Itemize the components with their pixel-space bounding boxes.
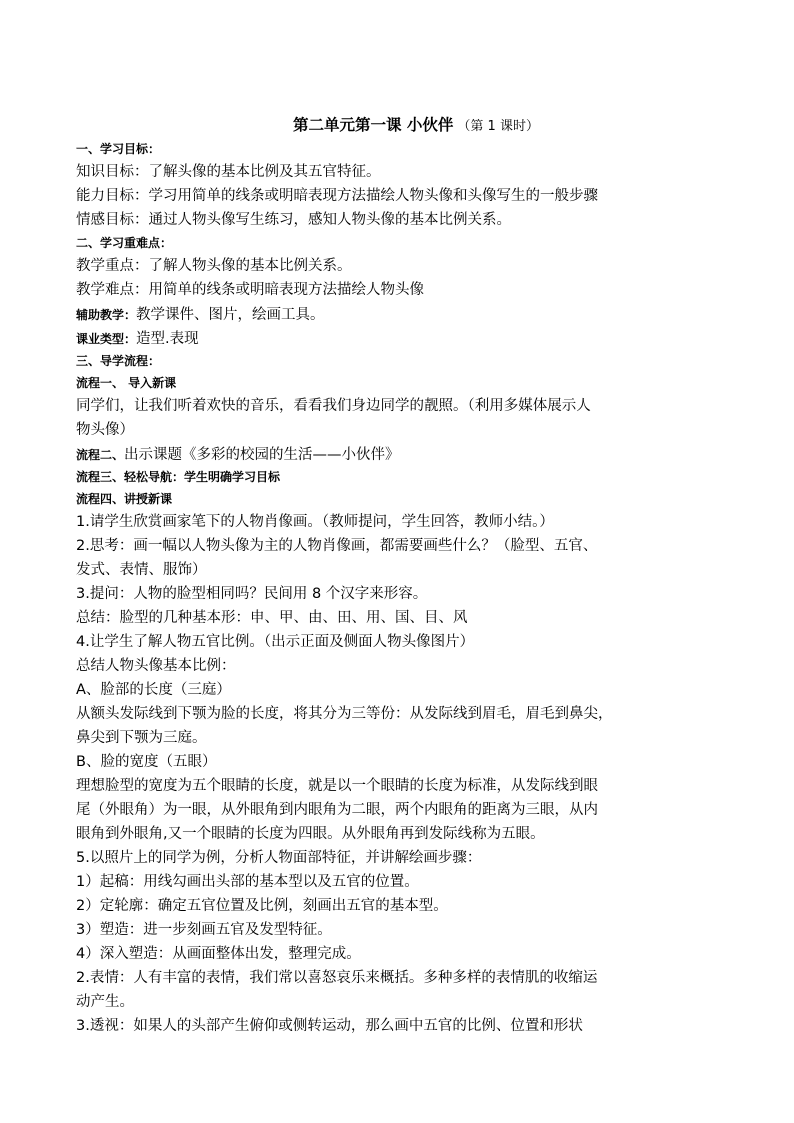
body-line: 1.请学生欣赏画家笔下的人物肖像画。（教师提问，学生回答，教师小结。）: [76, 514, 554, 530]
section-heading: 流程三、轻松导航：学生明确学习目标: [76, 470, 281, 484]
line-label: 课业类型：: [76, 332, 137, 346]
document-title: [96, 112, 736, 138]
body-line: 2.思考：画一幅以人物头像为主的人物肖像画，都需要画些什么？（脸型、五官、: [76, 538, 598, 554]
line-value: 造型.表现: [136, 331, 199, 347]
body-line: 总结：脸型的几种基本形：申、甲、由、田、用、国、目、风: [76, 610, 468, 626]
line-label: 流程二、: [76, 448, 125, 462]
section-heading: 三、导学流程：: [76, 354, 161, 368]
line-label: 辅助教学：: [76, 308, 137, 322]
body-line: 5.以照片上的同学为例，分析人物面部特征，并讲解绘画步骤：: [76, 850, 482, 866]
body-line: 动产生。: [76, 994, 134, 1010]
body-line: 3.透视：如果人的头部产生俯仰或侧转运动，那么画中五官的比例、位置和形状: [76, 1018, 583, 1034]
body-line: 教学重点：了解人物头像的基本比例关系。: [76, 258, 352, 274]
body-line: 情感目标：通过人物头像写生练习，感知人物头像的基本比例关系。: [76, 212, 511, 228]
body-line: 2.表情：人有丰富的表情，我们常以喜怒哀乐来概括。多种多样的表情肌的收缩运: [76, 970, 598, 986]
document-body: [76, 138, 736, 1038]
body-line: 鼻尖到下颚为三庭。: [76, 730, 207, 746]
body-line: 3.提问：人物的脸型相同吗？民间用 8 个汉字来形容。: [76, 586, 428, 602]
body-line: 4.让学生了解人物五官比例。（出示正面及侧面人物头像图片）: [76, 634, 475, 650]
line-value: 出示课题《多彩的校园的生活——小伙伴》: [124, 447, 400, 463]
body-line: 3）塑造：进一步刻画五官及发型特征。: [76, 922, 332, 938]
line-value: 教学课件、图片，绘画工具。: [136, 307, 325, 323]
labeled-line: [76, 302, 736, 326]
labeled-line: [76, 442, 736, 466]
body-line: 从额头发际线到下颚为脸的长度，将其分为三等份：从发际线到眉毛，眉毛到鼻尖，: [76, 706, 613, 722]
body-line: B、脸的宽度（五眼）: [76, 754, 217, 770]
body-line: 4）深入塑造：从画面整体出发，整理完成。: [76, 946, 361, 962]
body-line: 知识目标：了解头像的基本比例及其五官特征。: [76, 164, 381, 180]
body-line: 发式、表情、服饰）: [76, 562, 207, 578]
title-sub: （第 1 课时）: [457, 119, 539, 134]
body-line: 教学难点：用简单的线条或明暗表现方法描绘人物头像: [76, 282, 424, 298]
section-heading: 二、学习重难点：: [76, 236, 173, 250]
body-line: 能力目标：学习用简单的线条或明暗表现方法描绘人物头像和头像写生的一般步骤: [76, 188, 598, 204]
body-line: A、脸部的长度（三庭）: [76, 682, 231, 698]
section-heading: 流程一、 导入新课: [76, 376, 177, 390]
labeled-line: [76, 326, 736, 350]
body-line: 1）起稿：用线勾画出头部的基本型以及五官的位置。: [76, 874, 419, 890]
body-line: 同学们，让我们听着欢快的音乐，看看我们身边同学的靓照。（利用多媒体展示人: [76, 398, 591, 414]
body-line: 理想脸型的宽度为五个眼睛的长度，就是以一个眼睛的长度为标准，从发际线到眼: [76, 778, 598, 794]
section-heading: 一、学习目标：: [76, 142, 161, 156]
body-line: 物头像）: [76, 422, 134, 438]
body-line: 总结人物头像基本比例：: [76, 658, 236, 674]
section-heading: 流程四、讲授新课: [76, 492, 173, 506]
body-line: 尾（外眼角）为一眼，从外眼角到内眼角为二眼，两个内眼角的距离为三眼，从内: [76, 802, 598, 818]
title-main: 第二单元第一课 小伙伴: [293, 115, 454, 134]
body-line: 眼角到外眼角,又一个眼睛的长度为四眼。从外眼角再到发际线称为五眼。: [76, 826, 545, 842]
body-line: 2）定轮廓：确定五官位置及比例，刻画出五官的基本型。: [76, 898, 448, 914]
document-page: [76, 112, 736, 1038]
